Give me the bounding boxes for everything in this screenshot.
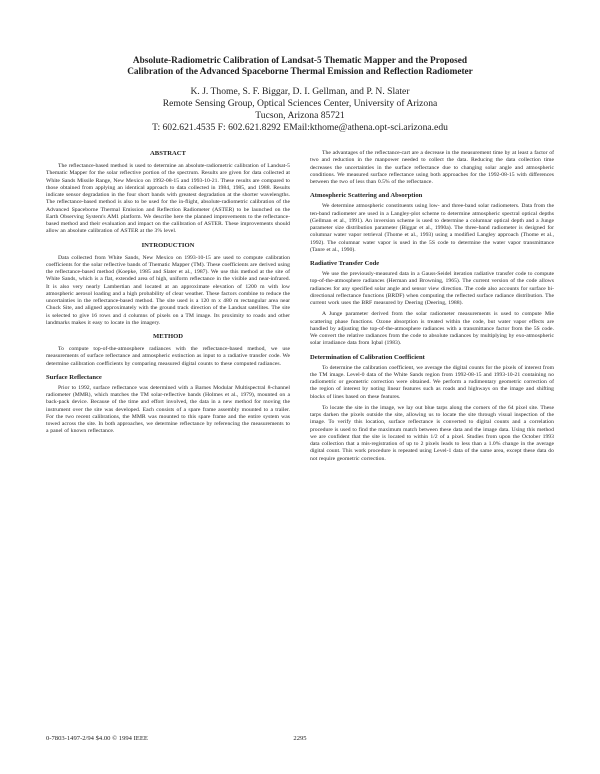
title-line-1: Absolute-Radiometric Calibration of Landsat-5 Thematic Mapper and the Proposed [132,56,468,66]
surface-reflectance-paragraph: Prior to 1992, surface reflectance was determined with a Barnes Modular Multispectral 8-channel radiometer (MMR), which matches the TM solar-reflective bands (Holmes et al., 1979), mounted on a back-pack device. Because of the time and effort involved, the data in a new method for moving the instrument over the site was developed. Each consists of a spare frame assembly mounted to a trailer. For the two recent calibrations, the MMR was mounted to this spare frame and the entire system was towed across the site. In both approaches, we determine reflectance by referencing the measurements to a panel of known reflectance. [46,384,290,435]
calibration-paragraph-1: To determine the calibration coefficient, we average the digital counts for the pixels of interest from the TM image. Level-0 data of the White Sands region from 1992-08-15 and 1993-10-21 containing no radiometric or geometric correction were obtained. We perform a rudimentary geometric correction of the region of interest by noting linear features such as roads and highways on the image and shifting blocks of lines based on these features. [310,364,554,400]
title-line-2: Calibration of the Advanced Spaceborne Thermal Emission and Reflection Radiometer [127,67,473,77]
method-paragraph: To compute top-of-the-atmosphere radiances with the reflectance-based method, we use measurements of surface reflectance and atmospheric extinction as input to a radiative transfer code. We determine calibration coefficients by comparing measured digital counts to these computed radiances. [46,346,290,367]
paper-header [46,56,554,134]
authors: K. J. Thome, S. F. Biggar, D. I. Gellman, and P. N. Slater [190,86,410,97]
left-column [46,150,290,467]
calibration-heading: Determination of Calibration Coefficient [310,353,425,361]
two-column-body [46,150,554,467]
reflectance-cart-paragraph: The advantages of the reflectance-cart are a decrease in the measurement time by at least a factor of two and reduction in the manpower needed to collect the data. Reducing the data collection time decreases the uncertainties in the surface reflectance due to changing solar angle and atmospheric conditions. We measured surface reflectance using both approaches for the 1992-08-15 with differences between the two of less than 0.5% of the reflectance. [310,150,554,185]
page-number: 2295 [293,735,307,742]
abstract-heading: ABSTRACT [150,150,186,157]
surface-reflectance-heading: Surface Reflectance [46,373,102,381]
calibration-paragraph-2: To locate the site in the image, we lay out blue tarps along the corners of the 64 pixel site. These tarps darken the pixels outside the site, allowing us to locate the site through visual inspection of the image. To verify this location, surface reflectance is converted to digital counts and a correlation procedure is used to find the maximum match between these data and the image data. Using this method we are confident that the site is located to within 1/2 of a pixel. Studies from upon the October 1993 data collection that a mis-registration of up to 2 pixels leads to less than a 1.0% change in the average digital count. This work procedure is repeated using Level-1 data of the same area, except these data do not require geometric correction. [310,404,554,462]
radiative-transfer-heading: Radiative Transfer Code [310,260,380,267]
contact-info: T: 602.621.4535 F: 602.621.8292 EMail:kthome@athena.opt-sci.arizona.edu [152,122,448,133]
paper-title [46,56,554,78]
method-heading: METHOD [152,333,184,340]
copyright-line: 0-7803-1497-2/94 $4.00 © 1994 IEEE [46,735,148,742]
radiative-transfer-paragraph-2: A Junge parameter derived from the solar radiometer measurements is used to compute Mie scattering phase functions. Ozone absorption is treated within the code, but water vapor effects are handled by adjusting the top-of-the-atmosphere radiances with a transmittance factor from the 5S code. We convert the relative radiances from the code to absolute radiances by multiplying by exo-atmospheric solar irradiance data from Iqbal (1983). [310,311,554,347]
introduction-paragraph: Data collected from White Sands, New Mexico on 1993-10-15 are used to compute calibration coefficients for the solar reflective bands of Thematic Mapper (TM). These coefficients are derived using the reflectance-based method (Koepke, 1985 and Slater et al., 1987). We use this method at the site of White Sands, which is a flat, extended area of high, uniform reflectance in the visible and near-infrared. It is also very nearly Lambertian and located at an approximate elevation of 1200 m with low atmospheric aerosol loading and a high probability of clear weather. These factors combine to reduce the uncertainties in the reflectance-based method. The site used is a 120 m x 480 m rectangular area near Chuck Site, and aligned approximately with the ground track direction of the Landsat satellites. The site is selected to give 16 rows and 4 columns of pixels on a TM image. Its proximity to roads and other landmarks makes it easy to locate in the imagery. [46,254,290,326]
abstract-paragraph: The reflectance-based method is used to determine an absolute-radiometric calibration of Landsat-5 Thematic Mapper for the solar reflective portion of the spectrum. Results are given for data collected at White Sands Missile Range, New Mexico on 1992-08-15 and 1993-10-21. These results are compared to those obtained from applying an identical approach to data collected in 1984, 1985, and 1988. Results indicate sensor degradation in the four short bands with greatest degradation at the shorter wavelengths. The reflectance-based method is also to be used for the in-flight, absolute-radiometric calibration of the Advanced Spaceborne Thermal Emission and Reflection Radiometer (ASTER) to be launched on the Earth Observing System's AM1 platform. We describe here the planned improvements to the reflectance-based method and their evaluation and impact on the calibration of ASTER. These improvements should allow an absolute calibration of ASTER at the 3% level. [46,163,290,235]
right-column [310,150,554,467]
radiative-transfer-paragraph-1: We use the previously-measured data in a Gauss-Seidel iteration radiative transfer code to compute top-of-the-atmosphere radiances (Herman and Browning, 1965). The current version of the code allows radiances for any specified solar angle and sensor view direction. The code also accounts for surface bi-directional reflectance functions (BRDF) when computing the reflected surface radiance distribution. The current work uses the BRF measured by Deering (Deering, 1988). [310,271,554,306]
atmospheric-paragraph: We determine atmospheric constituents using low- and three-band solar radiometers. Data from the ten-band radiometer are used in a Langley-plot scheme to determine atmospheric spectral optical depths (Gellman et al., 1991). An inversion scheme is used to determine a columnar optical depth and a Junge parameter size distribution parameter (Biggar et al., 1990a). The three-band radiometer is designed for columnar water vapor retrieval (Thome et al., 1993) using a modified Langley approach (Thome et al., 1992). The columnar water vapor is used in the 5S code to determine the water vapor transmittance (Tanre et al., 1990). [310,203,554,253]
affiliation: Remote Sensing Group, Optical Sciences Center, University of Arizona [162,98,438,109]
location: Tucson, Arizona 85721 [255,110,345,121]
introduction-heading: INTRODUCTION [141,241,195,249]
atmospheric-heading: Atmospheric Scattering and Absorption [310,192,423,200]
page-footer [46,735,554,742]
